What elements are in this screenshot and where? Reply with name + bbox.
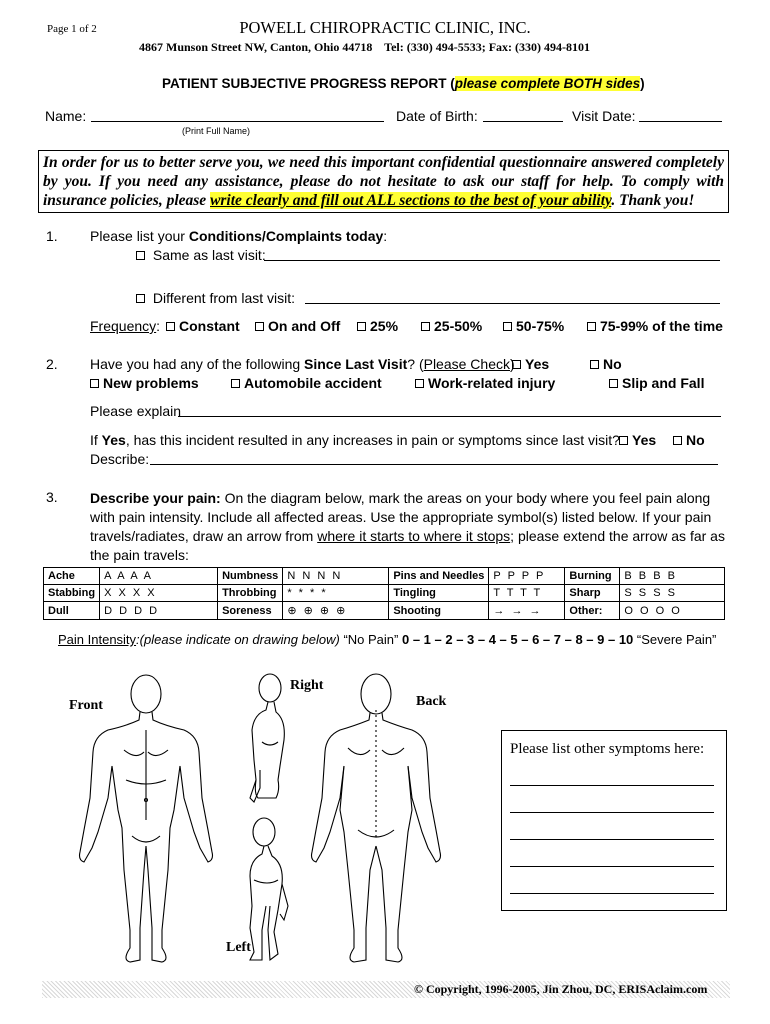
symbol-table — [43, 567, 725, 620]
symbol-row — [44, 585, 725, 602]
symbol-code: S S S S — [620, 585, 725, 602]
frequency-50-75-checkbox[interactable] — [503, 322, 512, 331]
frequency-on-off-label: On and Off — [268, 318, 341, 334]
followup-if: If — [90, 432, 102, 448]
symptom-line[interactable] — [510, 853, 714, 867]
symbol-code: A A A A — [100, 568, 218, 585]
followup-yes[interactable] — [619, 432, 656, 448]
different-from-last-checkbox[interactable] — [136, 294, 145, 303]
frequency-75-99-checkbox[interactable] — [587, 322, 596, 331]
clinic-address — [139, 40, 590, 55]
copyright: © Copyright, 1996-2005, Jin Zhou, DC, ERISAclaim.com — [414, 982, 708, 996]
frequency-75-99[interactable] — [587, 318, 723, 334]
symbol-name: Sharp — [565, 585, 620, 602]
symbol-name: Dull — [44, 602, 100, 620]
symbol-name: Throbbing — [218, 585, 283, 602]
section1-number: 1. — [46, 228, 58, 244]
frequency-constant-label: Constant — [179, 318, 240, 334]
name-field[interactable] — [91, 108, 384, 122]
dob-field[interactable] — [483, 108, 563, 122]
frequency-25-label: 25% — [370, 318, 399, 334]
left-label: Left — [226, 940, 251, 955]
describe-label: Describe: — [90, 451, 150, 467]
no-pain-label: “No Pain” — [339, 632, 402, 647]
pain-intensity-row — [58, 632, 716, 647]
section2-question — [90, 356, 515, 372]
slip-and-fall-label: Slip and Fall — [622, 375, 705, 391]
contact-text: Tel: (330) 494-5533; Fax: (330) 494-8101 — [384, 40, 591, 54]
name-label: Name: — [45, 108, 87, 124]
severe-pain-label: “Severe Pain” — [633, 632, 717, 647]
symptom-line[interactable] — [510, 826, 714, 840]
since-last-visit-no[interactable] — [590, 356, 622, 372]
symbol-name: Burning — [565, 568, 620, 585]
pain-intensity-note: :(please indicate on drawing below) — [136, 632, 340, 647]
explain-label: Please explain — [90, 403, 182, 419]
symbol-name: Soreness — [218, 602, 283, 620]
page-number: Page 1 of 2 — [47, 23, 97, 35]
since-last-visit-yes-label: Yes — [525, 356, 550, 372]
right-label: Right — [290, 678, 324, 693]
option-work-related-injury[interactable] — [415, 375, 555, 391]
symbol-code: X X X X — [100, 585, 218, 602]
please-check: Please Check — [423, 356, 510, 372]
symbol-row — [44, 602, 725, 620]
frequency-on-off[interactable] — [255, 318, 340, 334]
section2-question-pre: Have you had any of the following — [90, 356, 305, 372]
frequency-25[interactable] — [357, 318, 398, 334]
since-last-visit-no-checkbox[interactable] — [590, 360, 599, 369]
option-automobile-accident[interactable] — [231, 375, 382, 391]
describe-pain-text2: ; please extend the arrow as far as the pain travels: — [90, 528, 725, 563]
frequency-50-75-label: 50-75% — [516, 318, 565, 334]
since-last-visit-yes-checkbox[interactable] — [512, 360, 521, 369]
title-end: ) — [640, 76, 645, 91]
automobile-accident-checkbox[interactable] — [231, 379, 240, 388]
same-as-last-field[interactable] — [264, 247, 720, 261]
frequency-constant[interactable] — [166, 318, 240, 334]
describe-field[interactable] — [150, 451, 718, 465]
symbol-name: Ache — [44, 568, 100, 585]
followup-no[interactable] — [673, 432, 705, 448]
different-from-last-option[interactable] — [136, 290, 295, 306]
symbol-name: Numbness — [218, 568, 283, 585]
form-title — [162, 76, 645, 91]
describe-pain-bold: Describe your pain: — [90, 490, 221, 506]
body-diagram[interactable] — [78, 670, 478, 980]
print-full-name-hint: (Print Full Name) — [182, 126, 251, 136]
different-from-last-field[interactable] — [305, 290, 720, 304]
symbol-name: Shooting — [389, 602, 489, 620]
section1-prompt-post: : — [383, 228, 388, 244]
section2-question-q: ? ( — [407, 356, 424, 372]
section3-description — [90, 489, 730, 565]
frequency-25-checkbox[interactable] — [357, 322, 366, 331]
right-side-figure — [250, 674, 284, 802]
followup-no-label: No — [686, 432, 705, 448]
section3-number: 3. — [46, 489, 58, 505]
symbol-row — [44, 568, 725, 585]
frequency-constant-checkbox[interactable] — [166, 322, 175, 331]
section1-prompt-bold: Conditions/Complaints today — [188, 228, 384, 244]
followup-no-checkbox[interactable] — [673, 436, 682, 445]
section1-prompt-pre: Please list your — [90, 228, 189, 244]
symbol-code: P P P P — [489, 568, 565, 585]
symbol-code: → → → — [489, 602, 565, 620]
symptom-line[interactable] — [510, 880, 714, 894]
symbol-name: Other: — [565, 602, 620, 620]
dob-label: Date of Birth: — [396, 108, 478, 124]
intro-end: . Thank you! — [611, 192, 695, 209]
symbol-code: ⊕ ⊕ ⊕ ⊕ — [283, 602, 389, 620]
frequency-75-99-label: 75-99% of the time — [600, 318, 723, 334]
work-related-injury-label: Work-related injury — [428, 375, 556, 391]
since-last-visit-yes[interactable] — [512, 356, 549, 372]
frequency-25-50[interactable] — [421, 318, 482, 334]
pain-scale: 0 – 1 – 2 – 3 – 4 – 5 – 6 – 7 – 8 – 9 – 10 — [401, 632, 634, 647]
same-as-last-checkbox[interactable] — [136, 251, 145, 260]
symptom-line[interactable] — [510, 799, 714, 813]
intro-highlight: write clearly and fill out ALL sections to the best of your ability — [210, 192, 612, 209]
symbol-code: T T T T — [489, 585, 565, 602]
different-from-last-label: Different from last visit: — [152, 290, 296, 306]
symbol-name: Stabbing — [44, 585, 100, 602]
clinic-name: POWELL CHIROPRACTIC CLINIC, INC. — [239, 18, 531, 37]
frequency-label: Frequency — [90, 318, 157, 334]
explain-field[interactable] — [178, 403, 721, 417]
option-slip-and-fall[interactable] — [609, 375, 704, 391]
new-problems-checkbox[interactable] — [90, 379, 99, 388]
intro-box — [38, 150, 729, 213]
intro-text: In order for us to better serve you, we need this important confidential questionnaire answered completely by you. If you need any assistance, please do not hesitate to ask our staff for help. To comply with insurance policies, please — [43, 154, 724, 209]
automobile-accident-label: Automobile accident — [244, 375, 382, 391]
back-figure — [312, 674, 441, 962]
address-text: 4867 Munson Street NW, Canton, Ohio 44718 — [139, 40, 373, 54]
same-as-last-option[interactable] — [136, 247, 266, 263]
visit-date-field[interactable] — [639, 108, 722, 122]
symbol-code: B B B B — [620, 568, 725, 585]
title-highlight: please complete BOTH sides — [454, 76, 641, 91]
since-last-visit-no-label: No — [603, 356, 622, 372]
describe-pain-underline: where it starts to where it stops — [317, 528, 511, 544]
followup-question — [90, 432, 620, 448]
symbol-name: Tingling — [389, 585, 489, 602]
describe-pain-text1: On the diagram below, mark the areas on your body where you feel pain along with pain intensity. Include all affected areas. Use the appropriate symbol(s) listed below. If your pain travels/radiates, draw an arrow from — [90, 490, 712, 544]
symbol-name: Pins and Needles — [389, 568, 489, 585]
section2-number: 2. — [46, 356, 58, 372]
other-symptoms-label: Please list other symptoms here: — [510, 741, 705, 757]
title-main: PATIENT SUBJECTIVE PROGRESS REPORT ( — [162, 76, 455, 91]
frequency-50-75[interactable] — [503, 318, 564, 334]
other-symptoms-box — [501, 730, 727, 911]
section1-prompt — [90, 228, 387, 244]
option-new-problems[interactable] — [90, 375, 199, 391]
new-problems-label: New problems — [103, 375, 199, 391]
left-side-figure — [250, 818, 288, 960]
frequency-colon: : — [156, 318, 161, 334]
followup-yes-label: Yes — [632, 432, 657, 448]
frequency-25-50-checkbox[interactable] — [421, 322, 430, 331]
visit-date-label: Visit Date: — [572, 108, 636, 124]
front-figure — [80, 675, 213, 962]
symbol-code: N N N N — [283, 568, 389, 585]
frequency-on-off-checkbox[interactable] — [255, 322, 264, 331]
followup-yes-bold: Yes — [101, 432, 126, 448]
symptom-line[interactable] — [510, 772, 714, 786]
symbol-code: O O O O — [620, 602, 725, 620]
pain-intensity-label: Pain Intensity — [58, 632, 137, 647]
slip-and-fall-checkbox[interactable] — [609, 379, 618, 388]
back-label: Back — [416, 694, 447, 709]
work-related-injury-checkbox[interactable] — [415, 379, 424, 388]
frequency-25-50-label: 25-50% — [434, 318, 483, 334]
same-as-last-label: Same as last visit: — [152, 247, 266, 263]
frequency-row — [90, 318, 160, 334]
front-label: Front — [69, 698, 103, 713]
section2-question-end: ) — [510, 356, 515, 372]
symbol-code: * * * * — [283, 585, 389, 602]
followup-rest: , has this incident resulted in any increases in pain or symptoms since last visit? — [125, 432, 620, 448]
symbol-code: D D D D — [100, 602, 218, 620]
followup-yes-checkbox[interactable] — [619, 436, 628, 445]
section2-question-bold: Since Last Visit — [304, 356, 408, 372]
